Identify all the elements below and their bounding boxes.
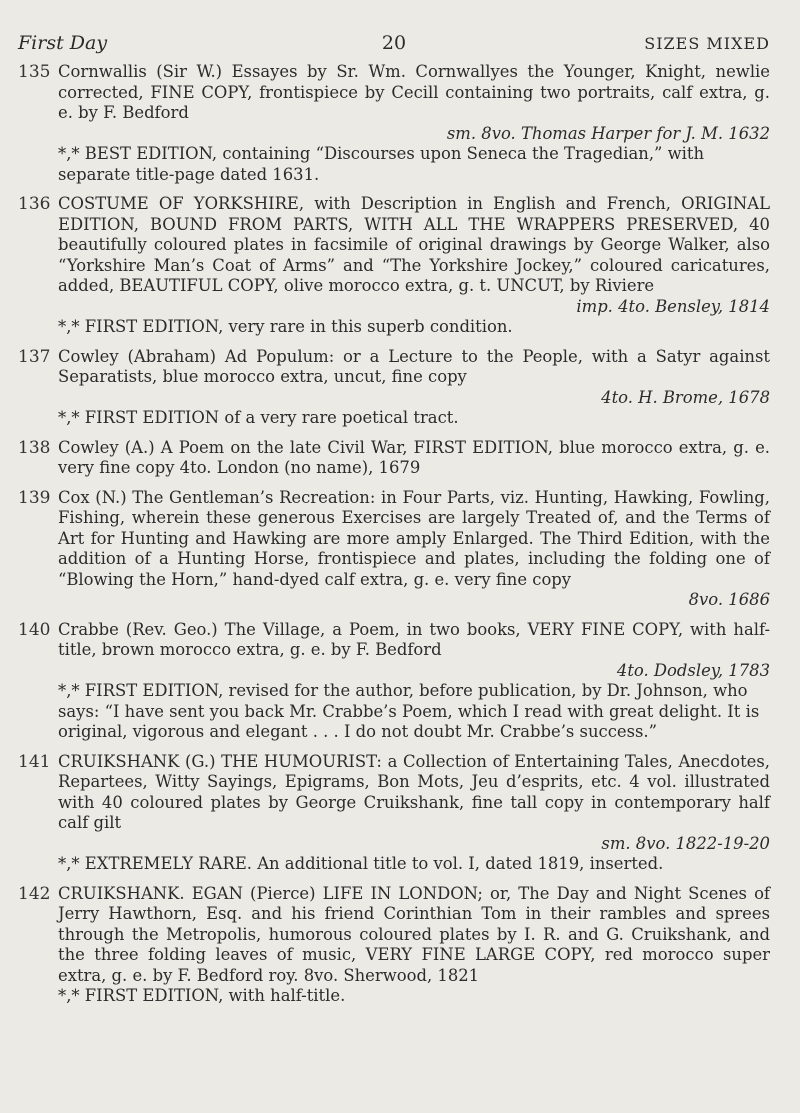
lot-imprint: imp. 4to. Bensley, 1814 bbox=[576, 296, 770, 316]
lot-entry bbox=[18, 752, 770, 875]
header-section: SIZES MIXED bbox=[644, 34, 770, 53]
lot-entry bbox=[18, 438, 770, 479]
lot-imprint: sm. 8vo. 1822-19-20 bbox=[601, 833, 770, 853]
lot-entry bbox=[18, 347, 770, 429]
lot-imprint: sm. 8vo. Thomas Harper for J. M. 1632 bbox=[446, 123, 770, 143]
lot-note: *,* FIRST EDITION, with half-title. bbox=[58, 986, 346, 1005]
lot-entry bbox=[18, 488, 770, 611]
lot-note: *,* FIRST EDITION, very rare in this superb condition. bbox=[58, 317, 513, 336]
lot-description: Cornwallis (Sir W.) Essayes by Sr. Wm. Cornwallyes the Younger, Knight, newlie corrected, FINE COPY, frontispiece by Cecill containing two portraits, calf extra, g. e. by F. Bedford bbox=[58, 62, 770, 122]
lot-description: Crabbe (Rev. Geo.) The Village, a Poem, in two books, VERY FINE COPY, with half-title, brown morocco extra, g. e. by F. Bedford bbox=[58, 619, 770, 659]
lot-description: CRUIKSHANK. EGAN (Pierce) LIFE IN LONDON; or, The Day and Night Scenes of Jerry Hawthorn, Esq. and his friend Corinthian Tom in their rambles and sprees through the Metropolis, humorous coloured plates by I. R. and G. Cruikshank, and the three folding leaves of music, VERY FINE LARGE COPY, red morocco super extra, g. e. by F. Bedford roy. 8vo. Sherwood, 1821 bbox=[58, 883, 770, 985]
lot-note: *,* FIRST EDITION, revised for the author, before publication, by Dr. Johnson, who says: “I have sent you back Mr. Crabbe’s Poem, which I read with great delight. It is original, vigorous and elegant . . . I do not doubt Mr. Crabbe’s success.” bbox=[58, 681, 760, 741]
lot-number: 139 bbox=[18, 487, 51, 508]
lot-number: 141 bbox=[18, 751, 51, 772]
lot-entry bbox=[18, 884, 770, 1007]
lot-number: 142 bbox=[18, 883, 51, 904]
lot-note: *,* FIRST EDITION of a very rare poetical tract. bbox=[58, 408, 459, 427]
header-day: First Day bbox=[18, 32, 108, 54]
lot-description: Cowley (Abraham) Ad Populum: or a Lecture to the People, with a Satyr against Separatists, blue morocco extra, uncut, fine copy bbox=[58, 346, 770, 386]
running-header bbox=[18, 20, 770, 54]
lot-description: Cox (N.) The Gentleman’s Recreation: in Four Parts, viz. Hunting, Hawking, Fowling, Fishing, wherein these generous Exercises are largely Treated of, and the Terms of Art for Hunting and Hawking are more amply Enlarged. The Third Edition, with the addition of a Hunting Horse, frontispiece and plates, including the folding one of “Blowing the Horn,” hand-dyed calf extra, g. e. very fine copy bbox=[58, 487, 770, 589]
page-number: 20 bbox=[381, 32, 407, 54]
lot-description: COSTUME OF YORKSHIRE, with Description in English and French, ORIGINAL EDITION, BOUND FROM PARTS, WITH ALL THE WRAPPERS PRESERVED, 40 beautifully coloured plates in facsimile of original drawings by George Walker, also “Yorkshire Man’s Coat of Arms” and “The Yorkshire Jockey,” coloured caricatures, added, BEAUTIFUL COPY, olive morocco extra, g. t. UNCUT, by Riviere bbox=[58, 194, 770, 295]
lot-description: Cowley (A.) A Poem on the late Civil War, FIRST EDITION, blue morocco extra, g. e. very fine copy 4to. London (no name), 1679 bbox=[58, 437, 770, 477]
lot-list bbox=[18, 62, 770, 1007]
lot-number: 137 bbox=[18, 346, 51, 367]
lot-description: CRUIKSHANK (G.) THE HUMOURIST: a Collection of Entertaining Tales, Anecdotes, Repartees, Witty Sayings, Epigrams, Bon Mots, Jeu d’esprits, etc. 4 vol. illustrated with 40 coloured plates by George Cruikshank, fine tall copy in contemporary half calf gilt bbox=[58, 751, 770, 832]
lot-number: 135 bbox=[18, 62, 51, 82]
lot-imprint: 4to. H. Brome, 1678 bbox=[601, 387, 770, 407]
lot-entry bbox=[18, 194, 770, 338]
lot-number: 138 bbox=[18, 437, 51, 458]
lot-note: *,* EXTREMELY RARE. An additional title to vol. I, dated 1819, inserted. bbox=[58, 854, 664, 873]
lot-entry bbox=[18, 620, 770, 743]
lot-imprint: 4to. Dodsley, 1783 bbox=[616, 660, 770, 680]
lot-note: *,* BEST EDITION, containing “Discourses upon Seneca the Tragedian,” with separate title-page dated 1631. bbox=[58, 144, 705, 184]
lot-imprint: 8vo. 1686 bbox=[688, 590, 770, 609]
lot-number: 136 bbox=[18, 194, 51, 214]
lot-entry bbox=[18, 62, 770, 185]
lot-number: 140 bbox=[18, 619, 51, 640]
